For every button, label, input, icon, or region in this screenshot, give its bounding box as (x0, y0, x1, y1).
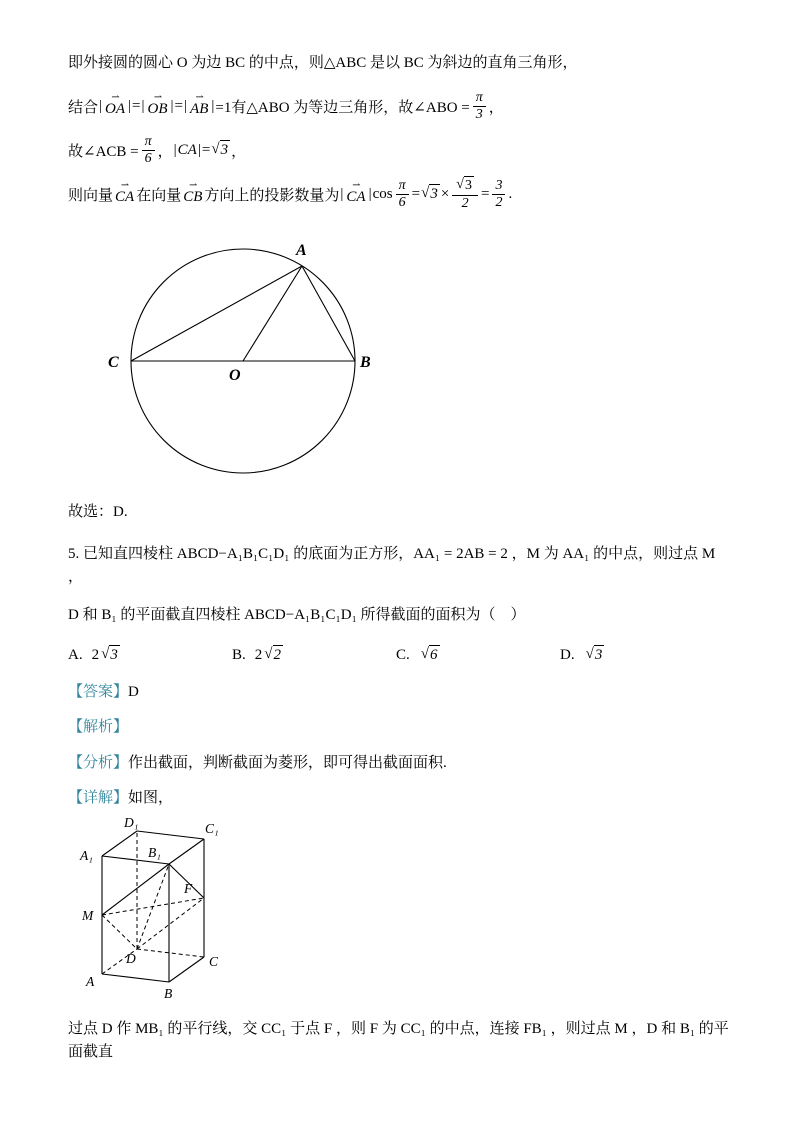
line4-text2: 在向量 (136, 187, 182, 204)
point-label-B: B (164, 986, 173, 1001)
abs-bar: | (141, 97, 145, 114)
answer-line (68, 681, 732, 704)
abs-bar: | (99, 97, 103, 114)
section-DF (137, 898, 204, 949)
point-label-F: F (184, 881, 193, 896)
radical-sign: √ (420, 646, 429, 663)
times-sign: × (440, 185, 450, 202)
vector-CA2 (346, 179, 366, 206)
xiangjie-tail-line (68, 1018, 732, 1065)
fraction-denominator: 2 (495, 194, 503, 210)
jiexi-tag: 【解析】 (68, 719, 129, 736)
line2-prefix: 结合 (68, 99, 99, 116)
equals-sign: = (132, 97, 141, 114)
vector-CA-label: CA (115, 188, 135, 205)
answer-tag: 【答案】 (68, 684, 129, 700)
line4-text3: 方向上的投影数量为 (204, 187, 340, 204)
solution4-line1-text: 即外接圆的圆心 O 为边 BC 的中点，则△ABC 是以 BC 为斜边的直角三角形， (68, 55, 578, 71)
fraction-numerator: π (396, 178, 409, 195)
option-C-label: C. (396, 646, 410, 663)
radicand: 2 (273, 647, 281, 664)
choose-answer-text: 故选：D. (68, 504, 128, 521)
fraction-numerator: 3 (492, 178, 505, 195)
option-A (68, 645, 232, 665)
line2-end: ， (488, 99, 504, 116)
abs-bar: | (170, 97, 174, 114)
radicand: 3 (220, 142, 229, 159)
line2-middle-text: =1有△ABO 为等边三角形，故∠ABO = (215, 99, 470, 116)
edge-DC (137, 949, 204, 957)
fraction-pi-3 (473, 90, 486, 123)
answer-value: D (128, 684, 139, 700)
question5-text2: D 和 B₁ 的平面截直四棱柱 ABCD−A₁B₁C₁D₁ 所得截面的面积为（ ） (68, 607, 526, 623)
abs-bar: | (128, 97, 132, 114)
vector-OB (147, 91, 168, 118)
segment-CA (131, 266, 302, 361)
vector-OA-label: OA (105, 100, 126, 117)
fraction-denominator: 2 (461, 195, 469, 211)
solution4-line4 (68, 175, 732, 213)
option-A-sqrt (101, 645, 120, 665)
section-MD (102, 915, 137, 949)
line4-period: . (508, 185, 513, 202)
edge-D1C1 (137, 831, 204, 839)
sqrt-3 (211, 140, 230, 160)
fenxi-text: 作出截面，判断截面为菱形，即可得出截面面积. (128, 754, 447, 771)
radicand: 3 (110, 647, 118, 664)
line4-text1: 则向量 (68, 187, 114, 204)
line3-text1: 故∠ACB = (68, 143, 139, 160)
vector-CB (183, 179, 203, 206)
segment-AB (302, 266, 355, 361)
option-B-label: B. (232, 646, 246, 663)
vector-arrow-icon: ⇀ (189, 179, 197, 191)
vector-CA2-label: CA (346, 188, 366, 205)
option-C (396, 645, 560, 665)
abs-bar: | (184, 97, 188, 114)
xiangjie-tail-text: 过点 D 作 MB₁ 的平行线，交 CC₁ 于点 F ，则 F 为 CC₁ 的中点，连接 FB₁ ，则过点 M ，D 和 B₁ 的平面截直 (68, 1021, 729, 1061)
option-C-sqrt (421, 645, 440, 665)
option-A-coef: 2 (91, 646, 100, 663)
vector-CA (115, 179, 135, 206)
solution4-choose (68, 501, 732, 524)
cos-function: cos (372, 185, 393, 202)
vector-OA (105, 91, 126, 118)
point-label-A: A (296, 242, 307, 260)
abs-bar: | (368, 185, 372, 202)
xiangjie-text: 如图， (128, 789, 174, 806)
fenxi-tag: 【分析】 (68, 754, 129, 771)
radicand: 3 (430, 186, 438, 203)
point-label-B1: B₁ (148, 845, 161, 860)
fraction-pi-6 (142, 134, 155, 167)
point-label-M: M (82, 908, 94, 923)
point-label-D1: D₁ (124, 815, 139, 830)
radicand: 6 (430, 647, 438, 664)
edge-BC (169, 957, 204, 982)
fraction-numerator: π (142, 134, 155, 151)
radical-sign: √ (211, 141, 220, 158)
option-D (560, 645, 724, 665)
radical-sign: √ (456, 177, 464, 193)
fraction-3-2 (492, 178, 505, 211)
vector-arrow-icon: ⇀ (352, 179, 360, 191)
line3-end: ， (231, 143, 247, 160)
vector-AB-label: AB (190, 100, 209, 117)
jiexi-line (68, 716, 732, 739)
vector-arrow-icon: ⇀ (111, 91, 119, 103)
vector-CB-label: CB (183, 188, 203, 205)
xiangjie-tag: 【详解】 (68, 789, 129, 806)
point-label-D: D (126, 951, 136, 966)
segment-CA: CA (177, 141, 197, 158)
option-A-label: A. (68, 646, 83, 663)
equals-sign: = (174, 97, 184, 114)
fraction-denominator: 6 (398, 194, 406, 210)
fraction-denominator: 3 (475, 106, 483, 122)
xiangjie-line (68, 787, 732, 810)
abs-bar: | (340, 185, 344, 202)
vector-OB-label: OB (147, 100, 168, 117)
solution4-line3 (68, 131, 732, 169)
point-label-B: B (360, 354, 371, 372)
radical-sign: √ (101, 646, 110, 663)
radicand: 3 (594, 647, 603, 664)
edge-AB (102, 974, 169, 982)
solution4-line2 (68, 87, 732, 125)
point-label-A: A (86, 974, 95, 989)
segment-AO (243, 266, 302, 361)
point-label-O: O (229, 367, 241, 385)
option-B-coef: 2 (254, 646, 263, 663)
vector-AB (190, 91, 209, 118)
fraction-numerator (452, 176, 478, 196)
option-B (232, 645, 396, 665)
line3-comma: ， (157, 143, 173, 160)
edge-B1C1 (169, 839, 204, 864)
radical-sign: √ (585, 646, 594, 663)
option-D-label: D. (560, 646, 575, 663)
vector-arrow-icon: ⇀ (120, 179, 129, 191)
point-label-C: C (209, 954, 219, 969)
radicand: 3 (464, 178, 472, 194)
edge-D1A1 (102, 831, 137, 856)
option-D-sqrt (586, 645, 605, 665)
point-label-A1: A₁ (80, 848, 93, 863)
option-B-sqrt (264, 645, 283, 665)
sqrt-3 (456, 176, 474, 195)
solution4-line1 (68, 52, 732, 75)
question5-options (68, 645, 732, 665)
vector-arrow-icon: ⇀ (153, 91, 162, 103)
radical-sign: √ (264, 646, 273, 663)
prism-figure (74, 814, 246, 1006)
equals-sign: = (201, 141, 211, 158)
question5-line2 (68, 604, 732, 627)
fraction-sqrt3-2 (452, 176, 478, 212)
abs-bar: | (197, 141, 201, 158)
abs-bar: | (211, 97, 215, 114)
equals-sign: = (411, 185, 421, 202)
vector-arrow-icon: ⇀ (195, 91, 203, 103)
question5-line1 (68, 543, 732, 590)
fraction-denominator: 6 (144, 150, 152, 166)
fraction-numerator: π (473, 90, 486, 107)
point-label-C: C (108, 354, 119, 372)
equals-sign: = (480, 185, 490, 202)
point-label-C1: C₁ (205, 821, 219, 836)
radical-sign: √ (421, 185, 430, 202)
abs-bar: | (173, 141, 177, 158)
sqrt-3 (421, 184, 440, 204)
fraction-pi-6 (396, 178, 409, 211)
fenxi-line (68, 752, 732, 775)
circle-figure (98, 239, 390, 485)
question5-text1: 5. 已知直四棱柱 ABCD−A₁B₁C₁D₁ 的底面为正方形，AA₁ = 2AB = 2 ，M 为 AA₁ 的中点，则过点 M ， (68, 545, 719, 585)
